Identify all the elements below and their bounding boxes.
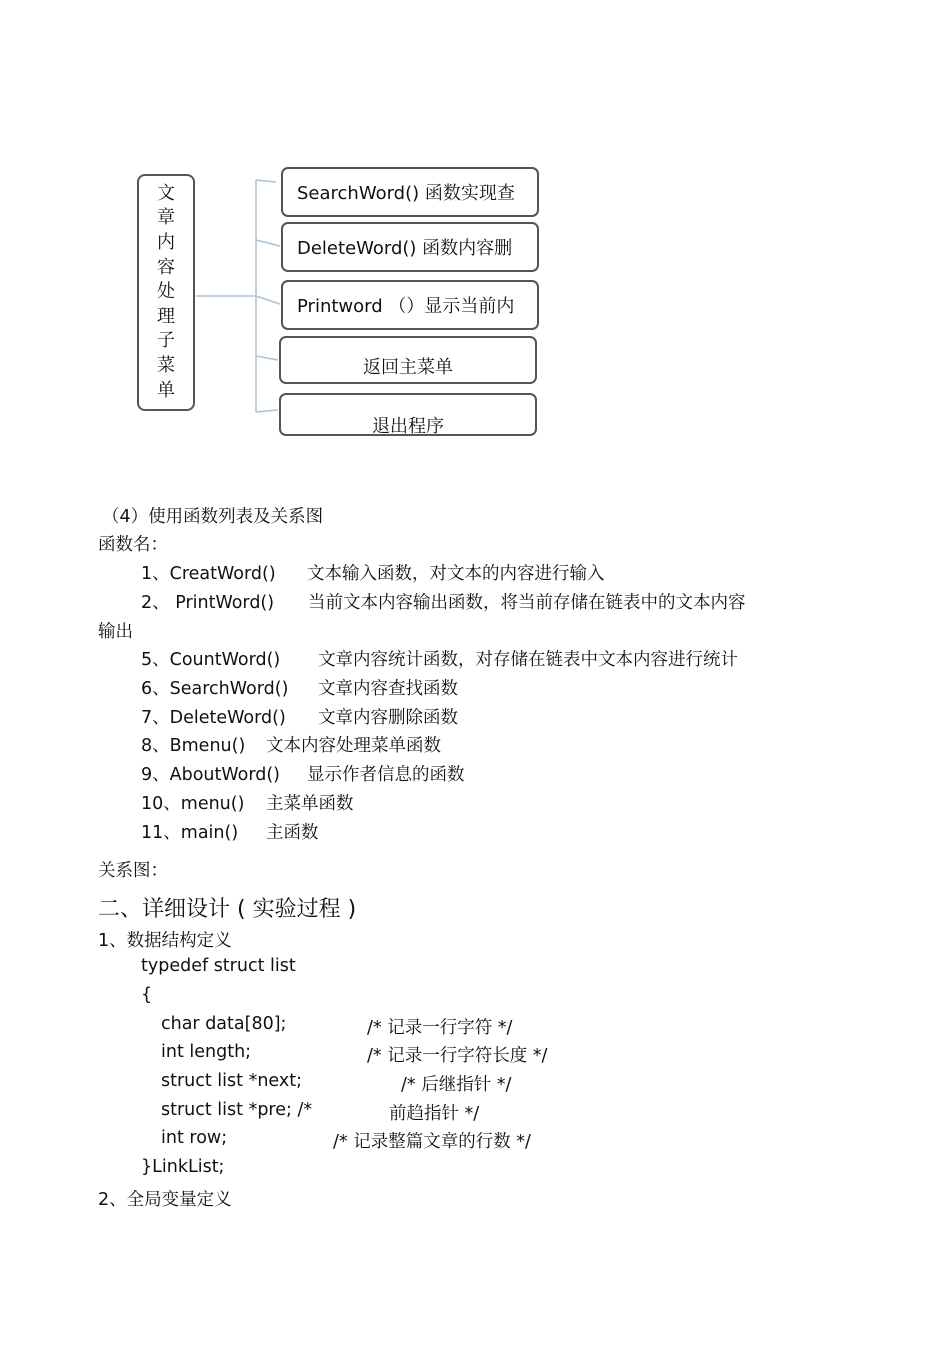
function-name: 7、DeleteWord(): [141, 708, 286, 728]
code-comment: /* 后继指针 */: [401, 1075, 512, 1095]
parent-char: 容: [157, 256, 175, 278]
code-line: }LinkList;: [141, 1157, 225, 1177]
child-node-exit-program: 退出程序: [279, 393, 537, 436]
subsection-global-variables: 2、全局变量定义: [98, 1190, 232, 1210]
code-line: int length;: [161, 1042, 252, 1062]
function-name-label: 函数名：: [98, 535, 168, 555]
child-node-deleteword: DeleteWord() 函数内容删: [281, 222, 539, 272]
child-node-searchword: SearchWord() 函数实现查: [281, 167, 539, 217]
code-line: struct list *next;: [161, 1071, 302, 1091]
function-name: 1、CreatWord(): [141, 564, 276, 584]
function-name: 9、AboutWord(): [141, 765, 281, 785]
child-node-printword: Printword （）显示当前内: [281, 280, 539, 330]
function-name: 8、Bmenu(): [141, 736, 246, 756]
parent-char: 章: [157, 207, 175, 229]
code-line: {: [141, 985, 153, 1005]
parent-char: 处: [157, 281, 175, 303]
function-desc-continued: 输出: [98, 622, 133, 642]
code-line: struct list *pre; /*: [161, 1100, 313, 1120]
code-comment: /* 记录一行字符 */: [367, 1018, 513, 1038]
function-name: 10、menu(): [141, 794, 245, 814]
parent-char: 菜: [157, 354, 175, 376]
function-desc: 文章内容查找函数: [318, 679, 458, 699]
function-name: 2、 PrintWord(): [141, 593, 275, 613]
parent-char: 单: [157, 379, 175, 401]
code-comment: /* 记录一行字符长度 */: [367, 1046, 548, 1066]
function-name: 11、main(): [141, 823, 239, 843]
parent-char: 理: [157, 305, 175, 327]
code-line: char data[80];: [161, 1014, 287, 1034]
function-name: 5、CountWord(): [141, 650, 281, 670]
parent-char: 子: [157, 330, 175, 352]
function-name: 6、SearchWord(): [141, 679, 289, 699]
child-node-return-main-menu: 返回主菜单: [279, 336, 537, 384]
function-desc: 文章内容统计函数，对存储在链表中文本内容进行统计: [318, 650, 738, 670]
code-comment: 前趋指针 */: [389, 1104, 480, 1124]
subsection-data-structure: 1、数据结构定义: [98, 931, 232, 951]
section-title-function-list: （4）使用函数列表及关系图: [102, 507, 324, 527]
function-desc: 当前文本内容输出函数，将当前存储在链表中的文本内容: [308, 593, 746, 613]
function-desc: 文本内容处理菜单函数: [266, 736, 441, 756]
function-desc: 主菜单函数: [266, 794, 354, 814]
function-desc: 显示作者信息的函数: [307, 765, 465, 785]
parent-char: 内: [157, 232, 175, 254]
function-desc: 主函数: [266, 823, 319, 843]
code-line: typedef struct list: [141, 956, 296, 976]
parent-node-article-menu: [137, 174, 195, 411]
parent-char: 文: [157, 182, 175, 204]
section-heading-detailed-design: 二、详细设计 ( 实验过程 ): [98, 897, 357, 922]
code-line: int row;: [161, 1128, 228, 1148]
function-desc: 文章内容删除函数: [318, 708, 458, 728]
relation-diagram-label: 关系图：: [98, 861, 168, 881]
code-comment: /* 记录整篇文章的行数 */: [333, 1132, 531, 1152]
function-desc: 文本输入函数，对文本的内容进行输入: [307, 564, 605, 584]
